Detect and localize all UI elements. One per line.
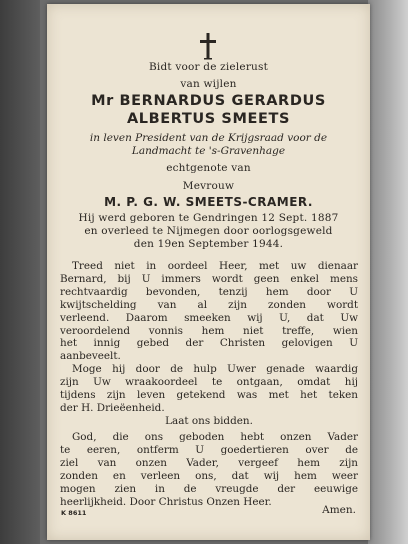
text-line: aanbeveelt.: [60, 350, 121, 363]
text-line: te eeren, ontferm U goedertieren over de: [60, 443, 358, 456]
text-line: ziel van onzen Vader, vergeef hem zijn: [60, 456, 358, 469]
text-line: veroordelend vonnis hem niet treffe, wien: [60, 324, 358, 337]
prayer-paragraph-3: [60, 431, 358, 508]
spouse-intro: echtgenote van: [166, 162, 251, 174]
text-line: rechtvaardig bevonden, tenzij hem door U: [60, 285, 358, 298]
latin-cross-icon: [197, 32, 219, 60]
text-line: verleend. Daarom smeeken wij U, dat Uw: [60, 311, 358, 324]
text-line: heerlijkheid. Door Christus Onzen Heer.: [60, 495, 272, 508]
death-line: en overleed te Nijmegen door oorlogsgeweld: [84, 225, 333, 237]
text-line: zijn Uw wraakoordeel te ontgaan, omdat hij: [60, 375, 358, 388]
spouse-title: Mevrouw: [182, 180, 235, 192]
scan-background-right: [368, 0, 408, 544]
deceased-name-line1: Mr BERNARDUS GERARDUS: [91, 93, 326, 109]
invitation-line: Laat ons bidden.: [165, 415, 253, 427]
van-wijlen-line: van wijlen: [180, 78, 237, 90]
text-line: tijdens zijn leven getekend was met het teken: [60, 388, 358, 401]
invitation-block: [60, 415, 358, 428]
prayer-paragraph-1: [60, 260, 358, 363]
scan-background-left: [0, 0, 40, 544]
birth-line: Hij werd geboren te Gendringen 12 Sept. 1887: [78, 212, 339, 224]
invocation-line: Bidt voor de zielerust: [148, 61, 269, 73]
text-line: zonden en verleen ons, dat wij hem weer: [60, 469, 358, 482]
prayer-paragraph-2: [60, 363, 358, 415]
role-line1: in leven President van de Krijgsraad voor de: [89, 132, 328, 144]
text-line: mogen zien in de vreugde der eeuwige: [60, 482, 358, 495]
text-line: kwijtschelding van al zijn zonden wordt: [60, 298, 358, 311]
death-date-line: den 19en September 1944.: [133, 238, 284, 250]
text-line: Bernard, bij U immers wordt geen enkel mens: [60, 272, 358, 285]
text-line: der H. Drieëenheid.: [60, 401, 165, 414]
print-code: K 8611: [61, 509, 87, 517]
text-line: het innig gebed der Christen gelovigen U: [60, 337, 358, 350]
spouse-name: M. P. G. W. SMEETS-CRAMER.: [104, 195, 313, 209]
role-line2: Landmacht te 's-Gravenhage: [131, 145, 286, 157]
amen-text: Amen.: [322, 504, 356, 516]
text-line: Moge hij door de hulp Uwer genade waardig: [72, 363, 358, 375]
text-line: God, die ons geboden hebt onzen Vader: [72, 431, 358, 443]
text-line: Treed niet in oordeel Heer, met uw dienaar: [72, 260, 358, 272]
deceased-name-line2: ALBERTUS SMEETS: [126, 111, 291, 127]
prayer-card: [47, 4, 370, 540]
